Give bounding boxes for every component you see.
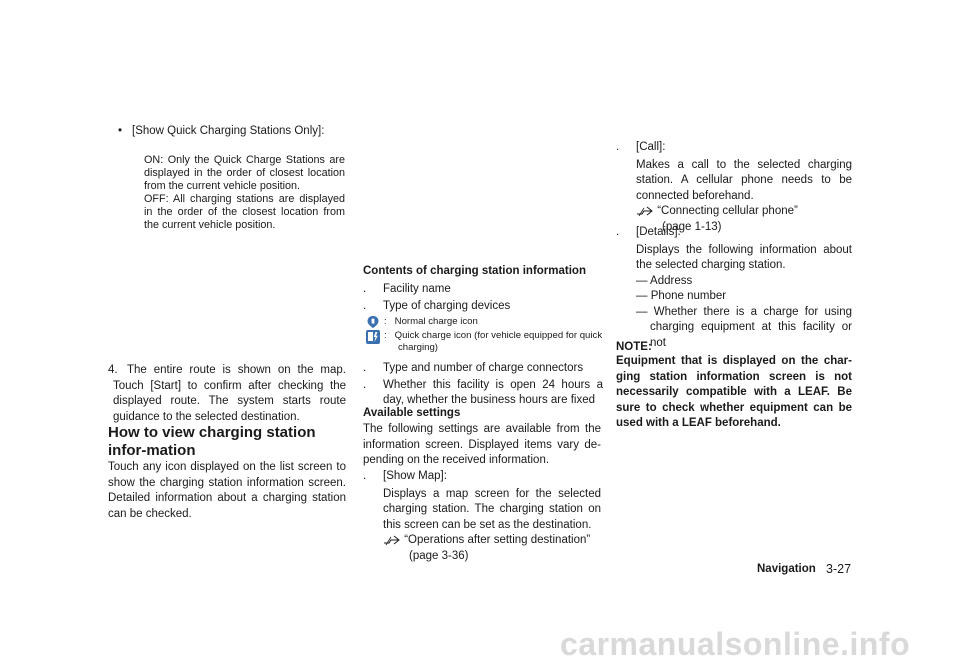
details-phone: — Phone number — [636, 290, 727, 302]
step-4-text: The entire route is shown on the map. Touch [Start] to confirm after checking the displayed route. The system starts route guidance to the selected destination. — [113, 364, 346, 423]
details-address: — Address — [636, 274, 693, 287]
call-ref-page: (page 1-13) — [662, 220, 722, 233]
page-number: 3-27 — [826, 562, 852, 576]
footer-section: Navigation — [757, 563, 816, 575]
facility-name-item: Facility name — [383, 283, 451, 295]
reference-arrow-icon — [636, 205, 654, 217]
bullet-dot: • — [118, 125, 123, 137]
list-item: . Type of charging devices — [363, 299, 511, 312]
call-ref-title: “Connecting cellular phone” — [657, 205, 798, 217]
show-map-item: . [Show Map]: Displays a map screen for the selected charging station. The charging station on this screen can be set as the destination. “Operations after setting destination” (page 3-36) — [363, 469, 601, 564]
note-heading: NOTE: — [616, 341, 652, 353]
contents-list-top — [363, 282, 603, 314]
list-item: . Type and number of charge connectors — [363, 362, 584, 374]
connectors-item: Type and number of charge connectors — [383, 362, 584, 374]
show-map-ref-page: (page 3-36) — [409, 549, 469, 562]
call-text: Makes a call to the selected charging station. A cellular phone needs to be connected beforehand. — [636, 158, 852, 202]
reference-arrow-icon — [383, 534, 401, 546]
contents-list-bottom — [363, 361, 603, 409]
details-label: [Details]: — [636, 226, 681, 238]
quick-on-text: ON: Only the Quick Charge Stations are displayed in the order of closest location from the current vehicle position. — [144, 154, 345, 192]
quick-charge-label: : Quick charge icon (for vehicle equipped for quick charging) — [384, 330, 603, 353]
note-text: Equipment that is displayed on the char-ging station information screen is not necessarily compatible with a LEAF. Be sure to check whether equipment can be used with a LEAF beforehand. — [616, 355, 852, 429]
section-heading: How to view charging station infor-mation — [108, 424, 316, 459]
show-map-ref-title: “Operations after setting destination” — [404, 534, 591, 546]
available-body: The following settings are available from the information screen. Displayed items vary de-pending on the received information. — [363, 423, 601, 466]
section-body: Touch any icon displayed on the list screen to show the charging station information screen. Detailed information about a charging station can be checked. — [108, 461, 346, 520]
hours-item: Whether this facility is open 24 hours a day, whether the business hours are fixed — [383, 378, 603, 406]
details-item: . [Details]: Displays the following information about the selected charging station. — Address — Phone number — Whether there is a charge for using charging equipment at this facility or not — [616, 225, 852, 351]
available-heading: Available settings — [363, 407, 461, 419]
quick-charging-label: [Show Quick Charging Stations Only]: — [132, 125, 325, 137]
contents-heading: Contents of charging station information — [363, 265, 586, 277]
call-label: [Call]: — [636, 141, 666, 153]
call-item: . [Call]: Makes a call to the selected charging station. A cellular phone needs to be connected beforehand. “Connecting cellular phone” (page 1-13) — [616, 140, 852, 235]
step-number: 4. — [108, 364, 118, 376]
normal-charge-icon — [366, 315, 380, 329]
quick-charge-icon — [365, 329, 381, 345]
quick-off-text: OFF: All charging stations are displayed in the order of the closest location from the current vehicle position. — [144, 193, 345, 231]
show-map-text: Displays a map screen for the selected charging station. The charging station on this screen can be set as the destination. — [383, 487, 601, 531]
show-map-label: [Show Map]: — [383, 470, 447, 482]
details-charge: — Whether there is a charge for using charging equipment at this facility or not — [636, 305, 852, 349]
watermark: carmanualsonline.info — [560, 626, 911, 662]
show-map-reference — [363, 533, 601, 564]
list-item: . Whether this facility is open 24 hours a day, whether the business hours are fixed — [363, 378, 603, 406]
details-text: Displays the following information about the selected charging station. — [636, 243, 852, 271]
normal-charge-label: : Normal charge icon — [384, 316, 478, 327]
charging-devices-item: Type of charging devices — [383, 299, 511, 312]
list-item: . Facility name — [363, 283, 451, 295]
step-4 — [108, 363, 346, 425]
quick-charging-bullet — [118, 124, 362, 140]
